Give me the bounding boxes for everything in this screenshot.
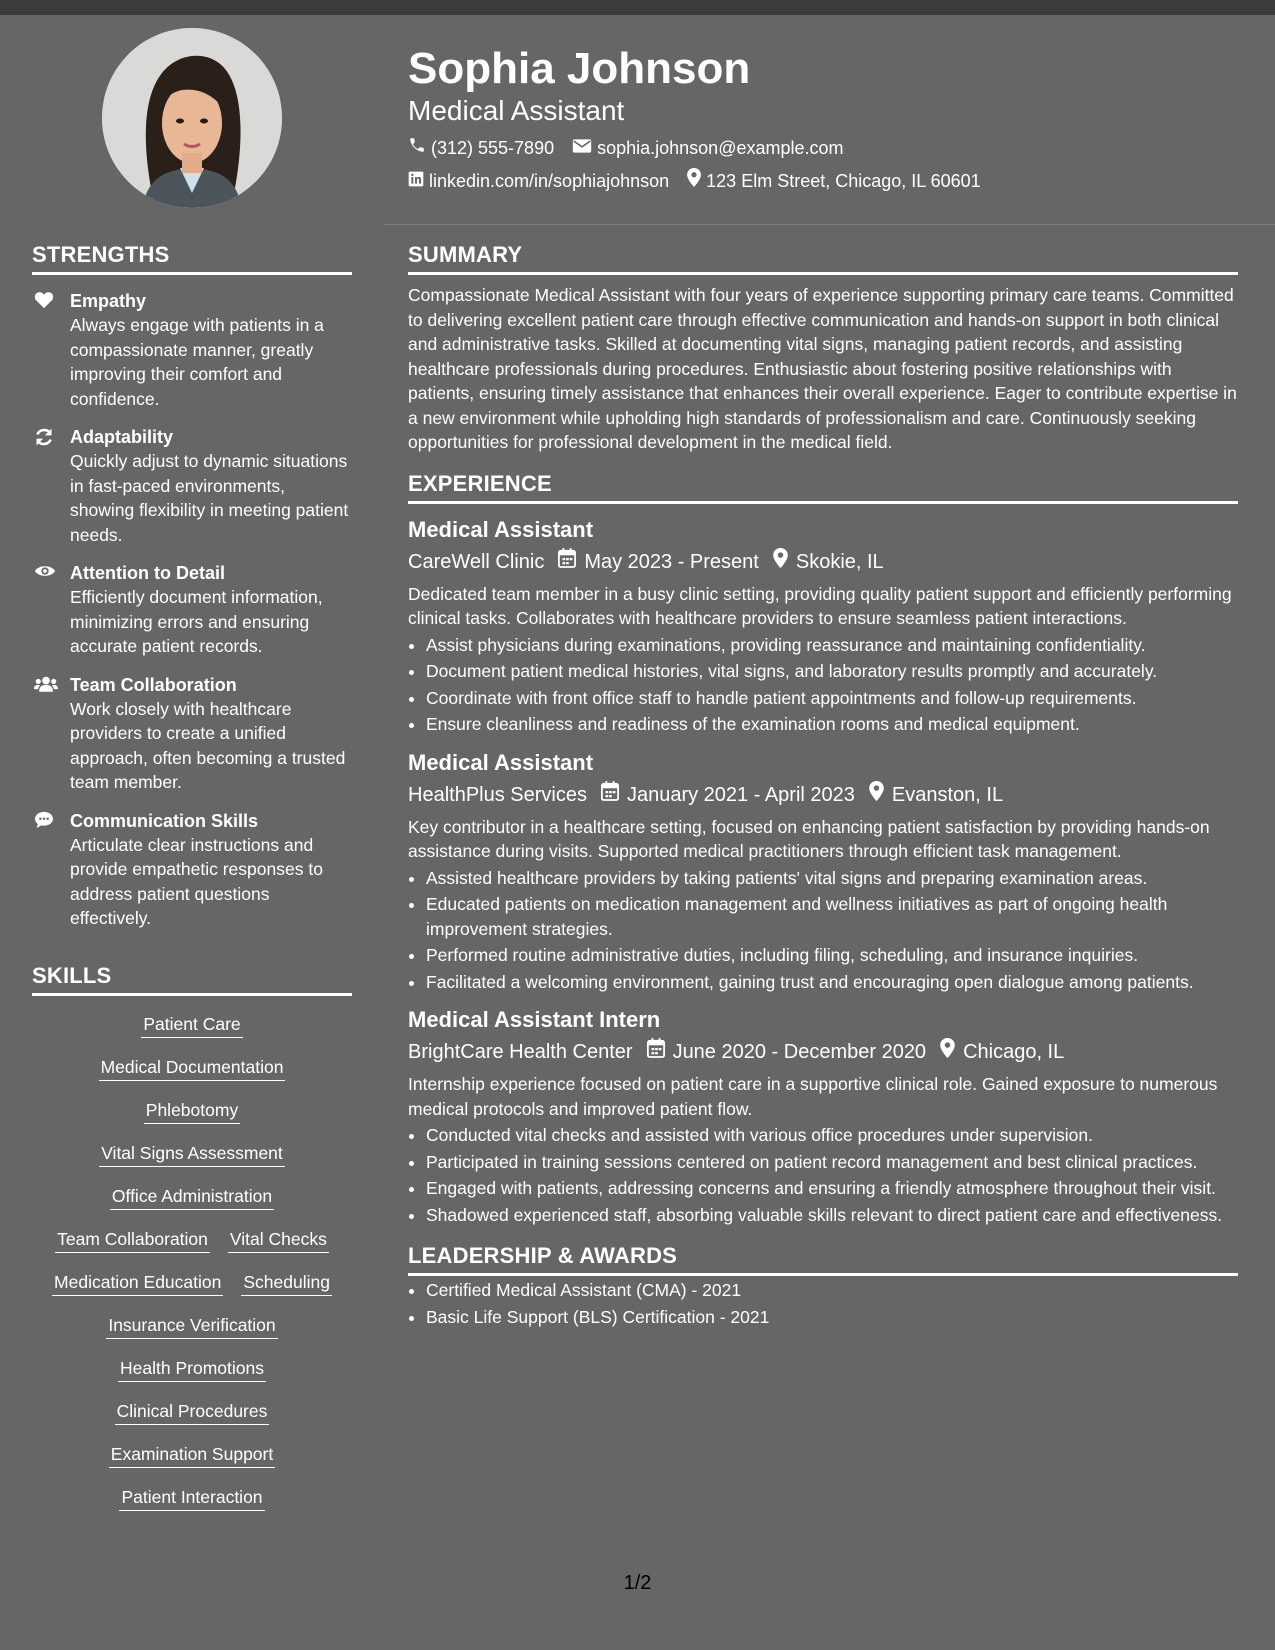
profile-photo bbox=[102, 28, 282, 208]
job-location bbox=[869, 781, 1003, 809]
company-name: HealthPlus Services bbox=[408, 783, 587, 806]
person-name: Sophia Johnson bbox=[408, 44, 751, 93]
job-entry bbox=[408, 516, 1238, 737]
skill-tag: Clinical Procedures bbox=[115, 1399, 270, 1425]
map-pin-icon bbox=[687, 168, 706, 193]
eye-icon bbox=[34, 563, 54, 583]
job-bullet: • Coordinate with front office staff to handle patient appointments and follow-up requirements. bbox=[426, 686, 1238, 711]
linkedin-text[interactable]: linkedin.com/in/sophiajohnson bbox=[429, 170, 670, 191]
job-location bbox=[940, 1038, 1064, 1066]
skill-tag: Examination Support bbox=[109, 1442, 275, 1468]
location-text: Chicago, IL bbox=[963, 1041, 1065, 1063]
strength-title: Adaptability bbox=[70, 427, 174, 447]
skill-tag: Office Administration bbox=[110, 1184, 274, 1210]
strength-title: Team Collaboration bbox=[70, 674, 237, 695]
job-bullet: • Participated in training sessions centered on patient record management and best clinical practices. bbox=[426, 1150, 1238, 1175]
strength-item bbox=[32, 673, 352, 795]
company-name: CareWell Clinic bbox=[408, 550, 545, 573]
skill-row bbox=[32, 1356, 352, 1382]
skill-row bbox=[32, 1399, 352, 1425]
page-number: 1/2 bbox=[623, 1572, 652, 1594]
award-item: • Certified Medical Assistant (CMA) - 2021 bbox=[426, 1278, 1238, 1303]
job-meta bbox=[408, 781, 1238, 809]
dates-text: June 2020 - December 2020 bbox=[672, 1041, 927, 1063]
skill-row bbox=[32, 1442, 352, 1468]
strengths-heading: STRENGTHS bbox=[32, 242, 352, 275]
address-text: 123 Elm Street, Chicago, IL 60601 bbox=[706, 170, 981, 191]
speech-bubble-icon bbox=[34, 811, 54, 831]
skill-row bbox=[32, 1141, 352, 1167]
job-bullets bbox=[408, 866, 1238, 995]
summary-text: Compassionate Medical Assistant with four years of experience supporting primary care teams. Committed to delivering excellent patient care through effective communication and hands-on support in both clinical and administrative tasks. Skilled at documenting vital signs, managing patient records, and assisting healthcare professionals during procedures. Enthusiastic about fostering positive relationships with patients, ensuring timely assistance that enhances their overall experience. Eager to contribute expertise in a new environment while upholding high standards of professionalism and care. Continuously seeking opportunities for professional development in the medical field. bbox=[408, 285, 1237, 452]
strength-text: Articulate clear instructions and provide empathetic responses to address patient questions effectively. bbox=[70, 834, 323, 928]
dates-text: May 2023 - Present bbox=[584, 550, 759, 573]
experience-heading: EXPERIENCE bbox=[408, 471, 1238, 504]
calendar-icon bbox=[601, 781, 627, 809]
skill-tag: Vital Signs Assessment bbox=[99, 1141, 285, 1167]
map-pin-icon bbox=[869, 781, 892, 809]
calendar-icon bbox=[647, 1038, 673, 1066]
contact-row-1 bbox=[408, 136, 1248, 160]
right-column bbox=[408, 242, 1238, 1329]
location-text: Skokie, IL bbox=[795, 550, 884, 573]
job-bullet: • Conducted vital checks and assisted with various office procedures under supervision. bbox=[426, 1123, 1238, 1148]
skill-row bbox=[32, 1227, 352, 1253]
skill-tag: Medical Documentation bbox=[99, 1055, 286, 1081]
address-contact bbox=[687, 168, 981, 193]
strength-text: Quickly adjust to dynamic situations in fast-paced environments, showing flexibility in meeting patient needs. bbox=[70, 451, 349, 545]
map-pin-icon bbox=[940, 1038, 963, 1066]
job-title: Medical Assistant bbox=[408, 749, 594, 775]
calendar-icon bbox=[558, 548, 584, 576]
strength-title: Empathy bbox=[70, 291, 147, 311]
awards-list bbox=[408, 1278, 1238, 1329]
skill-tag: Vital Checks bbox=[228, 1227, 329, 1253]
skill-tag: Health Promotions bbox=[118, 1356, 266, 1382]
job-bullets bbox=[408, 633, 1238, 737]
job-bullet: • Shadowed experienced staff, absorbing valuable skills relevant to direct patient care and effectiveness. bbox=[426, 1203, 1238, 1228]
job-bullet: • Engaged with patients, addressing concerns and ensuring a friendly atmosphere throughout their visit. bbox=[426, 1176, 1238, 1201]
skill-tag: Phlebotomy bbox=[144, 1098, 240, 1124]
skill-tag: Medication Education bbox=[52, 1270, 223, 1296]
strengths-section bbox=[32, 242, 352, 931]
envelope-icon bbox=[572, 136, 597, 160]
email-contact[interactable] bbox=[572, 136, 843, 160]
linkedin-contact[interactable] bbox=[408, 169, 669, 193]
users-icon bbox=[34, 675, 54, 695]
skill-row bbox=[32, 1184, 352, 1210]
skill-list bbox=[32, 1012, 352, 1511]
job-meta bbox=[408, 548, 1238, 576]
awards-heading: LEADERSHIP & AWARDS bbox=[408, 1243, 1238, 1276]
job-bullet: • Assist physicians during examinations, providing reassurance and maintaining confidentiality. bbox=[426, 633, 1238, 658]
refresh-icon bbox=[34, 427, 54, 447]
job-bullet: • Educated patients on medication management and wellness initiatives as part of ongoing health improvement strategies. bbox=[426, 892, 1238, 941]
linkedin-icon bbox=[408, 169, 429, 193]
strength-text: Always engage with patients in a compassionate manner, greatly improving their comfort and confidence. bbox=[70, 315, 324, 409]
top-bar bbox=[0, 0, 1275, 15]
phone-text: (312) 555-7890 bbox=[431, 138, 555, 158]
email-text[interactable]: sophia.johnson@example.com bbox=[597, 138, 844, 158]
skills-section bbox=[32, 963, 352, 1511]
header bbox=[408, 42, 1248, 193]
summary-heading: SUMMARY bbox=[408, 242, 1238, 275]
job-location bbox=[773, 548, 884, 576]
job-bullets bbox=[408, 1123, 1238, 1227]
job-dates bbox=[601, 781, 855, 809]
location-text: Evanston, IL bbox=[891, 783, 1004, 806]
skills-heading: SKILLS bbox=[32, 963, 352, 996]
job-description: Internship experience focused on patient care in a supportive clinical role. Gained exposure to numerous medical protocols and improved patient flow. bbox=[408, 1074, 1218, 1119]
job-dates bbox=[558, 548, 759, 576]
skill-tag: Patient Care bbox=[141, 1012, 242, 1038]
job-entry bbox=[408, 1006, 1238, 1227]
company-name: BrightCare Health Center bbox=[408, 1041, 633, 1063]
skill-row bbox=[32, 1270, 352, 1296]
job-description: Dedicated team member in a busy clinic setting, providing quality patient support and efficiently performing clinical tasks. Collaborates with healthcare providers to ensure seamless patient interactions. bbox=[408, 583, 1232, 628]
skill-tag: Patient Interaction bbox=[119, 1485, 264, 1511]
strength-item bbox=[32, 289, 352, 411]
map-pin-icon bbox=[773, 548, 796, 576]
heart-icon bbox=[34, 291, 54, 311]
job-title: Medical Assistant Intern bbox=[408, 1007, 661, 1032]
header-divider bbox=[383, 224, 1275, 225]
job-bullet: • Facilitated a welcoming environment, gaining trust and encouraging open dialogue among patients. bbox=[426, 970, 1238, 995]
skill-row bbox=[32, 1485, 352, 1511]
strength-item bbox=[32, 809, 352, 931]
strength-item bbox=[32, 425, 352, 547]
job-entry bbox=[408, 749, 1238, 995]
job-role: Medical Assistant bbox=[408, 95, 625, 126]
strength-text: Work closely with healthcare providers to create a unified approach, often becoming a trusted team member. bbox=[70, 698, 346, 792]
job-bullet: • Performed routine administrative duties, including filing, scheduling, and insurance inquiries. bbox=[426, 943, 1238, 968]
job-dates bbox=[647, 1038, 927, 1066]
strength-text: Efficiently document information, minimizing errors and ensuring accurate patient records. bbox=[70, 587, 323, 656]
job-description: Key contributor in a healthcare setting, focused on enhancing patient satisfaction by providing hands-on assistance during visits. Supported medical practitioners through efficient task management. bbox=[408, 816, 1210, 861]
job-bullet: • Document patient medical histories, vital signs, and laboratory results promptly and accurately. bbox=[426, 659, 1238, 684]
strength-title: Communication Skills bbox=[70, 810, 259, 831]
job-bullet: • Assisted healthcare providers by taking patients' vital signs and preparing examination areas. bbox=[426, 866, 1238, 891]
phone-contact bbox=[408, 136, 554, 160]
skill-row bbox=[32, 1098, 352, 1124]
strength-title: Attention to Detail bbox=[70, 563, 225, 583]
skill-tag: Scheduling bbox=[241, 1270, 332, 1296]
job-meta bbox=[408, 1038, 1238, 1066]
experience-list bbox=[408, 516, 1238, 1228]
skill-row bbox=[32, 1313, 352, 1339]
phone-icon bbox=[408, 136, 431, 160]
award-item: • Basic Life Support (BLS) Certification - 2021 bbox=[426, 1305, 1238, 1330]
skill-row bbox=[32, 1055, 352, 1081]
strength-item bbox=[32, 561, 352, 659]
job-bullet: • Ensure cleanliness and readiness of the examination rooms and medical equipment. bbox=[426, 712, 1238, 737]
job-title: Medical Assistant bbox=[408, 516, 594, 542]
skill-row bbox=[32, 1012, 352, 1038]
skill-tag: Team Collaboration bbox=[55, 1227, 210, 1253]
dates-text: January 2021 - April 2023 bbox=[626, 783, 855, 806]
contact-row-2 bbox=[408, 168, 1248, 193]
skill-tag: Insurance Verification bbox=[106, 1313, 277, 1339]
